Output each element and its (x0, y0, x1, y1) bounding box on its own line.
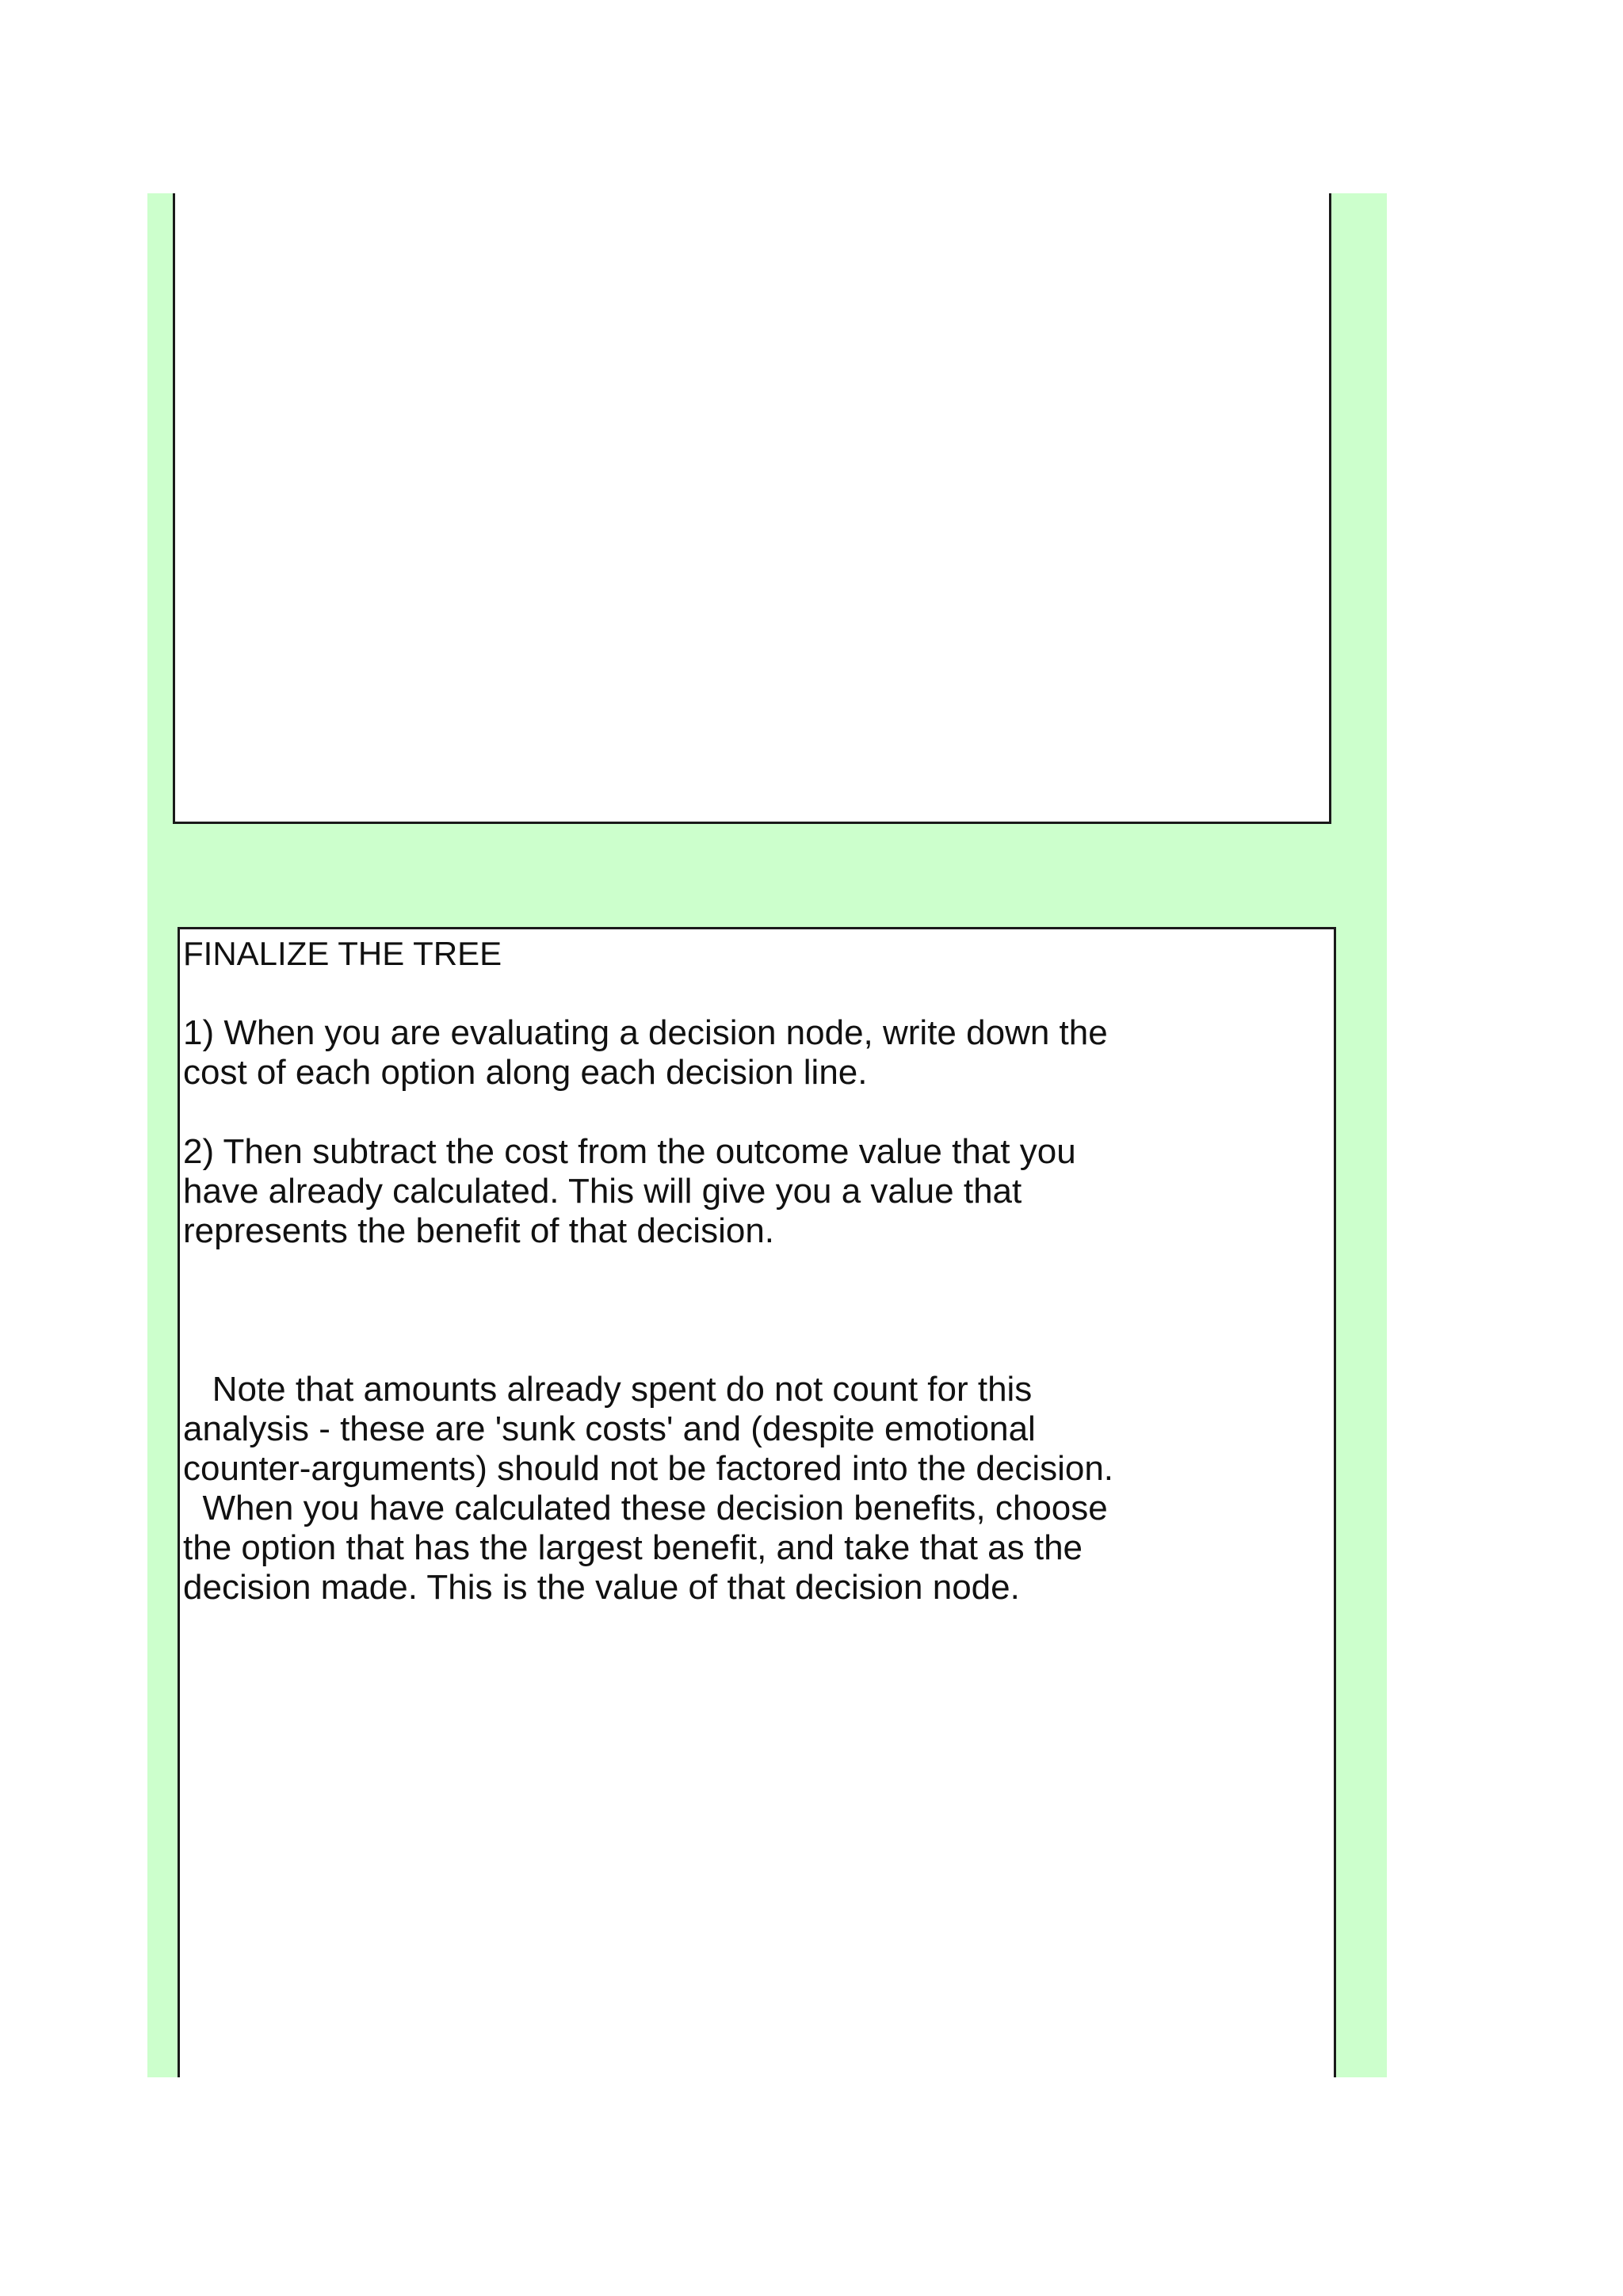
step-2-text: 2) Then subtract the cost from the outcome value that you have already calculated. This will give you a value that represents the benefit of that decision. (183, 1132, 1076, 1250)
sunk-cost-note: Note that amounts already spent do not count for this analysis - these are 'sunk costs' and (despite emotional counter-arguments) should not be factored into the decision. When you have calculated these decision benefits, choose the option that has the largest benefit, and take that as the decision made. This is the value of that decision node. (183, 1370, 1114, 1607)
step-1-text: 1) When you are evaluating a decision node, write down the cost of each option along each decision line. (183, 1013, 1108, 1092)
spacer (183, 1291, 1334, 1370)
upper-empty-text-box (173, 193, 1331, 824)
section-heading: FINALIZE THE TREE (183, 935, 502, 972)
instructions-text-box (178, 927, 1336, 2077)
